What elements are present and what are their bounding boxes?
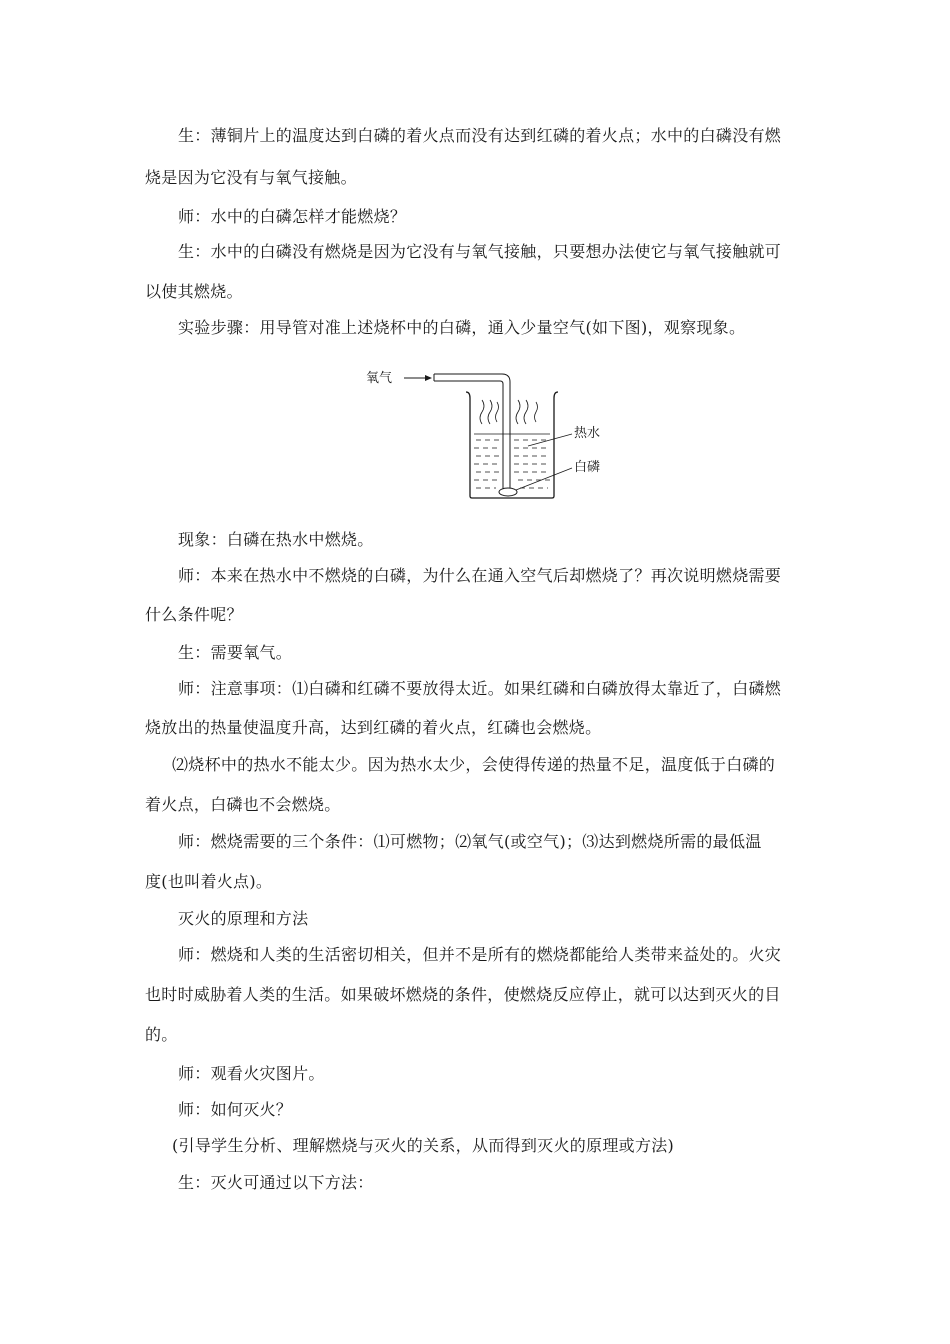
arrow-head-icon (425, 375, 432, 381)
figure-label-hot-water: 热水 (574, 426, 601, 441)
paragraph-line: 师：燃烧需要的三个条件：⑴可燃物；⑵氧气(或空气)；⑶达到燃烧所需的最低温 (178, 832, 762, 851)
paragraph-line: 生：薄铜片上的温度达到白磷的着火点而没有达到红磷的着火点；水中的白磷没有燃 (178, 126, 782, 145)
paragraph-line: 师：燃烧和人类的生活密切相关，但并不是所有的燃烧都能给人类带来益处的。火灾 (178, 945, 782, 964)
paragraph-line: ⑵烧杯中的热水不能太少。因为热水太少，会使得传递的热量不足，温度低于白磷的 (172, 755, 776, 774)
paragraph-line: 师：如何灭火？ (178, 1100, 293, 1119)
paragraph-line: 师：本来在热水中不燃烧的白磷，为什么在通入空气后却燃烧了？再次说明燃烧需要 (178, 566, 782, 585)
paragraph-line: 着火点，白磷也不会燃烧。 (145, 795, 341, 814)
paragraph-line: 现象：白磷在热水中燃烧。 (178, 530, 374, 549)
tube-outer (434, 374, 510, 490)
paragraph-line: 烧是因为它没有与氧气接触。 (145, 168, 357, 187)
section-heading: 灭火的原理和方法 (178, 909, 309, 928)
paragraph-line: 烧放出的热量使温度升高，达到红磷的着火点，红磷也会燃烧。 (145, 718, 602, 737)
experiment-figure (360, 362, 620, 510)
paragraph-line: 度(也叫着火点)。 (145, 872, 273, 891)
hot-water (474, 434, 550, 488)
paragraph-line: 师：观看火灾图片。 (178, 1064, 325, 1083)
paragraph-line: 生：灭火可通过以下方法： (178, 1173, 374, 1192)
paragraph-line: 实验步骤：用导管对准上述烧杯中的白磷，通入少量空气(如下图)，观察现象。 (178, 318, 746, 337)
figure-label-oxygen: 氧气 (366, 371, 393, 386)
paragraph-line: 以使其燃烧。 (145, 282, 243, 301)
leader-line-phosphorus (516, 468, 572, 490)
beaker (466, 392, 558, 498)
paragraph-line: 的。 (145, 1025, 178, 1044)
paragraph-line: 生：水中的白磷没有燃烧是因为它没有与氧气接触，只要想办法使它与氧气接触就可 (178, 242, 782, 261)
figure-label-white-phosphorus: 白磷 (574, 460, 601, 475)
paragraph-line: 也时时威胁着人类的生活。如果破坏燃烧的条件，使燃烧反应停止，就可以达到灭火的目 (145, 985, 781, 1004)
steam-icon (480, 400, 538, 424)
paragraph-line: 师：注意事项：⑴白磷和红磷不要放得太近。如果红磷和白磷放得太靠近了，白磷燃 (178, 679, 782, 698)
tube-inner (434, 381, 503, 490)
paragraph-line: 什么条件呢？ (145, 605, 243, 624)
white-phosphorus-blob (499, 488, 517, 496)
paragraph-line: 生：需要氧气。 (178, 643, 293, 662)
paragraph-line: (引导学生分析、理解燃烧与灭火的关系，从而得到灭火的原理或方法) (172, 1136, 675, 1155)
paragraph-line: 师：水中的白磷怎样才能燃烧？ (178, 207, 407, 226)
